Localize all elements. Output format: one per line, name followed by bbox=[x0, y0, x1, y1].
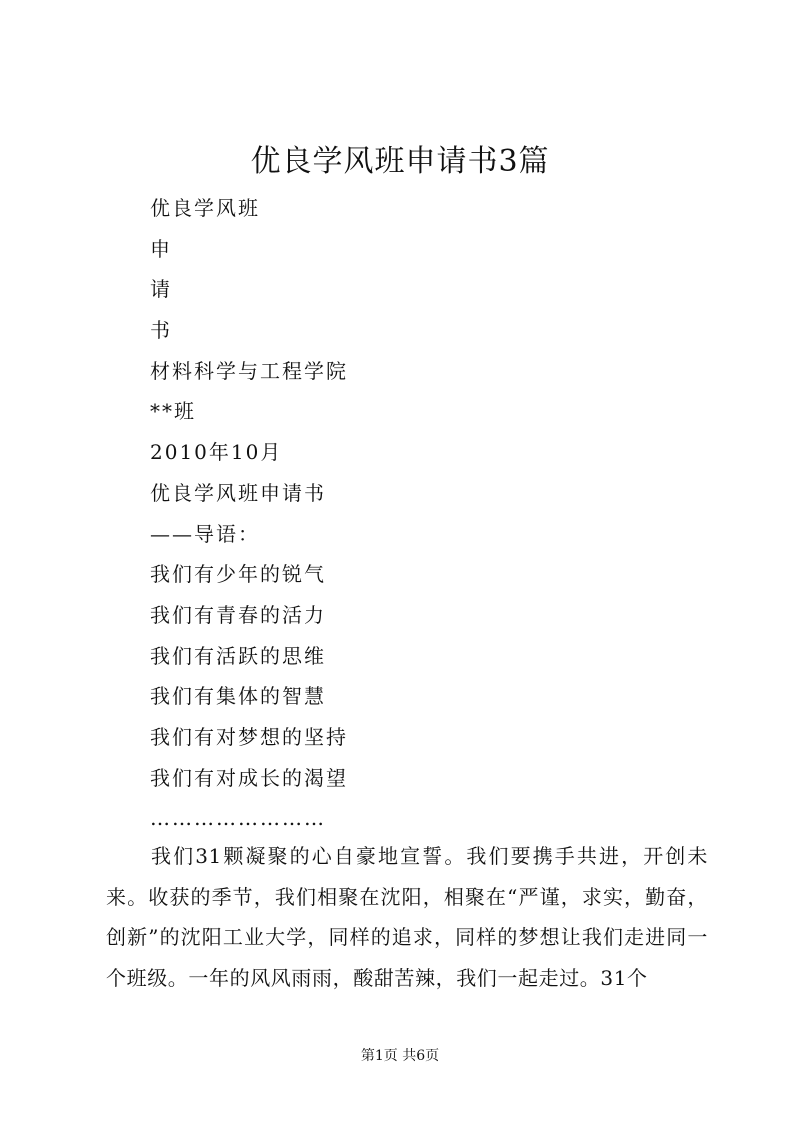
line-ellipsis: …………………… bbox=[150, 806, 326, 831]
body-paragraph: 我们31颗凝聚的心自豪地宣誓。我们要携手共进，开创未来。收获的季节，我们相聚在沈阳，相聚在“严谨，求实，勤奋，创新”的沈阳工业大学，同样的追求，同样的梦想让我们走进同一个班级。一年的风风雨雨，酸甜苦辣，我们一起走过。31个 bbox=[106, 844, 708, 990]
page-footer: 第1页 共6页 bbox=[360, 1048, 440, 1064]
line-subtitle: 优良学风班申请书 bbox=[150, 480, 326, 505]
line-poem-5: 我们有对梦想的坚持 bbox=[150, 724, 348, 749]
line-char-shu: 书 bbox=[150, 318, 172, 343]
line-poem-4: 我们有集体的智慧 bbox=[150, 684, 326, 709]
document-lines bbox=[150, 193, 348, 844]
line-poem-6: 我们有对成长的渴望 bbox=[150, 765, 348, 790]
line-char-qing: 请 bbox=[150, 277, 172, 302]
line-class-name: 优良学风班 bbox=[150, 196, 260, 220]
line-poem-2: 我们有青春的活力 bbox=[150, 602, 326, 627]
line-date: 2010年10月 bbox=[150, 440, 283, 465]
line-intro: ——导语： bbox=[150, 521, 260, 546]
line-poem-1: 我们有少年的锐气 bbox=[150, 562, 326, 587]
line-poem-3: 我们有活跃的思维 bbox=[150, 643, 326, 668]
line-college: 材料科学与工程学院 bbox=[150, 358, 348, 383]
line-char-shen: 申 bbox=[150, 236, 172, 261]
document-title: 优良学风班申请书3篇 bbox=[250, 144, 550, 179]
line-class: **班 bbox=[150, 399, 196, 424]
